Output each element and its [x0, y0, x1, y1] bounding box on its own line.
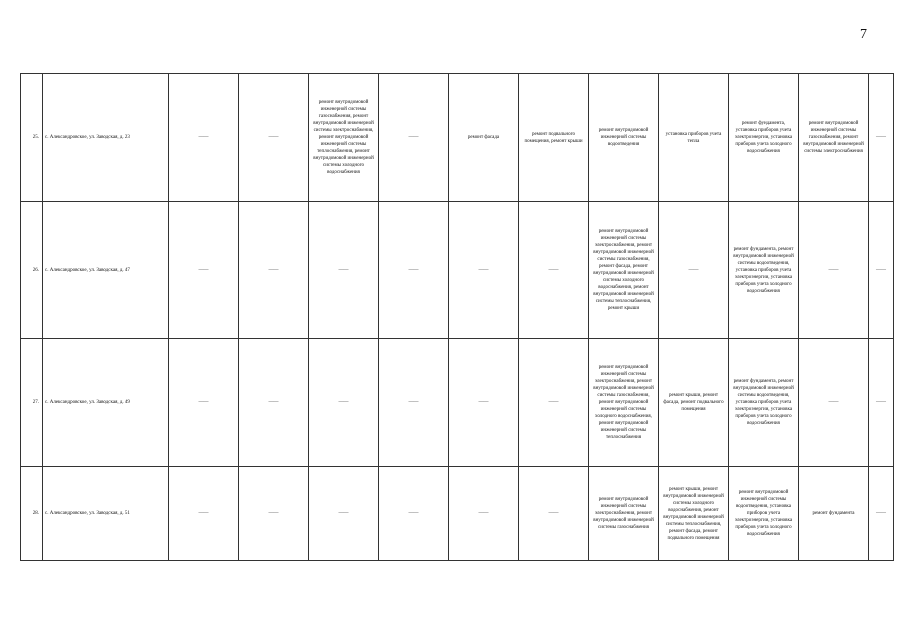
table-cell: ——: [379, 202, 449, 339]
table-cell: ——: [449, 202, 519, 339]
table-cell: ——: [869, 202, 894, 339]
table-cell: ремонт внутридомовой инженерной системы водоотведения: [589, 74, 659, 202]
table-cell: ремонт подвального помещения, ремонт крыши: [519, 74, 589, 202]
table-row: [21, 339, 894, 467]
table-cell: ремонт фасада: [449, 74, 519, 202]
table-cell: ——: [239, 467, 309, 561]
table-cell: ремонт внутридомовой инженерной системы газоснабжения, ремонт внутридомовой инженерной системы электроснабжения, ремонт внутридомовой инженерной системы теплоснабжения, ремонт внутридомовой инженерной системы холодного водоснабжения: [309, 74, 379, 202]
table-cell: ремонт внутридомовой инженерной системы газоснабжения, ремонт внутридомовой инженерной системы электроснабжения: [799, 74, 869, 202]
table-cell: ——: [519, 202, 589, 339]
table-row: [21, 74, 894, 202]
table-cell: ремонт внутридомовой инженерной системы электроснабжения, ремонт внутридомовой инженерной системы газоснабжения, ремонт внутридомовой инженерной системы холодного водоснабжения, ремонт внутридомовой инженерной системы теплоснабжения: [589, 339, 659, 467]
table-cell: ——: [169, 74, 239, 202]
table-cell: ——: [869, 467, 894, 561]
table-cell: ——: [869, 74, 894, 202]
table-cell: ——: [659, 202, 729, 339]
table-cell: ——: [379, 467, 449, 561]
table-cell: ——: [239, 339, 309, 467]
table-cell: ремонт крыши, ремонт внутридомовой инженерной системы холодного водоснабжения, ремонт внутридомовой инженерной системы теплоснабжения, ремонт фасада, ремонт подвального помещения: [659, 467, 729, 561]
row-number: 28.: [21, 467, 43, 561]
table-row: [21, 202, 894, 339]
row-address: с. Александровское, ул. Заводская, д. 51: [43, 467, 169, 561]
row-address: с. Александровское, ул. Заводская, д. 23: [43, 74, 169, 202]
table-cell: ——: [309, 339, 379, 467]
table-cell: ——: [239, 74, 309, 202]
table-cell: ремонт фундамента, ремонт внутридомовой инженерной системы водоотведения, установка приборов учета электроэнергии, установка приборов учета холодного водоснабжения: [729, 339, 799, 467]
table-cell: ——: [309, 202, 379, 339]
table-cell: ——: [519, 339, 589, 467]
table-cell: ремонт внутридомовой инженерной системы электроснабжения, ремонт внутридомовой инженерной системы газоснабжения, ремонт фасада, ремонт внутридомовой инженерной системы холодного водоснабжения, ремонт внутридомовой инженерной системы теплоснабжения, ремонт крыши: [589, 202, 659, 339]
table-cell: ремонт фундамента, ремонт внутридомовой инженерной системы водоотведения, установка приборов учета электроэнергии, установка приборов учета холодного водоснабжения: [729, 202, 799, 339]
table-cell: ——: [799, 202, 869, 339]
table-cell: ——: [169, 467, 239, 561]
table-cell: ——: [449, 339, 519, 467]
table-cell: ——: [449, 467, 519, 561]
page-number: 7: [860, 27, 867, 42]
table-cell: ремонт крыши, ремонт фасада, ремонт подвального помещения: [659, 339, 729, 467]
table-cell: ——: [519, 467, 589, 561]
table-cell: установка приборов учета тепла: [659, 74, 729, 202]
row-address: с. Александровское, ул. Заводская, д. 47: [43, 202, 169, 339]
table-cell: ——: [169, 202, 239, 339]
table-cell: ——: [379, 74, 449, 202]
table-cell: ——: [379, 339, 449, 467]
table-cell: ——: [799, 339, 869, 467]
row-number: 25.: [21, 74, 43, 202]
table-cell: ремонт внутридомовой инженерной системы водоотведения, установка приборов учета электроэнергии, установка приборов учета холодного водоснабжения: [729, 467, 799, 561]
repair-schedule-table: [20, 73, 894, 561]
table-cell: ——: [239, 202, 309, 339]
row-number: 27.: [21, 339, 43, 467]
table-cell: ремонт фундамента, установка приборов учета электроэнергии, установка приборов учета холодного водоснабжения: [729, 74, 799, 202]
table-cell: ——: [869, 339, 894, 467]
table-row: [21, 467, 894, 561]
table-cell: ——: [169, 339, 239, 467]
row-number: 26.: [21, 202, 43, 339]
table-cell: ремонт внутридомовой инженерной системы электроснабжения, ремонт внутридомовой инженерной системы газоснабжения: [589, 467, 659, 561]
table-cell: ремонт фундамента: [799, 467, 869, 561]
table-cell: ——: [309, 467, 379, 561]
row-address: с. Александровское, ул. Заводская, д. 49: [43, 339, 169, 467]
